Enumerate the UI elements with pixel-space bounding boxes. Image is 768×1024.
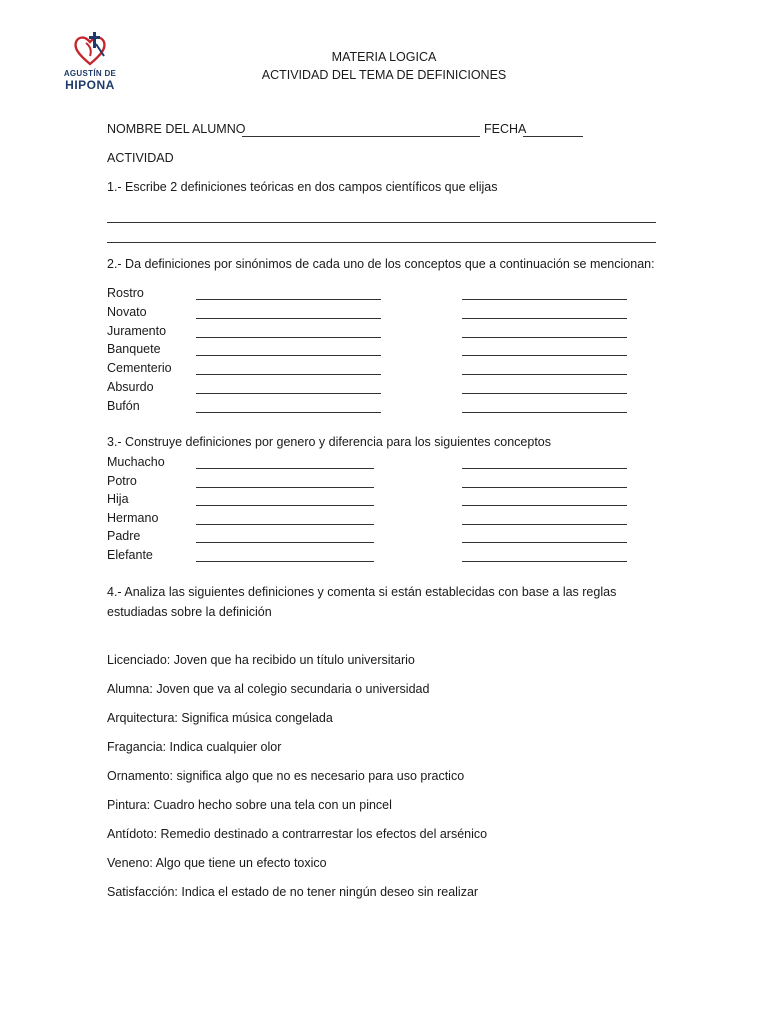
answer-line-right[interactable]: [462, 374, 627, 375]
answer-line-right[interactable]: [462, 561, 627, 562]
answer-line-left[interactable]: [196, 318, 381, 319]
date-label: FECHA: [484, 122, 527, 136]
answer-line-right[interactable]: [462, 337, 627, 338]
definition-item: Fragancia: Indica cualquier olor: [107, 740, 282, 754]
question-3-text: 3.- Construye definiciones por genero y diferencia para los siguientes conceptos: [107, 435, 552, 449]
answer-line-left[interactable]: [196, 393, 381, 394]
answer-line-right[interactable]: [462, 524, 627, 525]
answer-line-right[interactable]: [462, 355, 627, 356]
answer-line-right[interactable]: [462, 487, 627, 488]
term-label: Rostro: [107, 286, 144, 300]
document-header: [0, 48, 768, 84]
answer-line-left[interactable]: [196, 505, 374, 506]
term-label: Novato: [107, 304, 147, 319]
answer-line-left[interactable]: [196, 337, 381, 338]
answer-line-left[interactable]: [196, 487, 374, 488]
answer-line-2[interactable]: [107, 242, 656, 243]
question-4-text-line1: 4.- Analiza las siguientes definiciones y comenta si están establecidas con base a las reglas: [107, 585, 617, 599]
definition-item: Satisfacción: Indica el estado de no tener ningún deseo sin realizar: [107, 885, 479, 899]
definition-item: Pintura: Cuadro hecho sobre una tela con un pincel: [107, 798, 392, 812]
definition-item: Ornamento: significa algo que no es necesario para uso practico: [107, 769, 465, 783]
answer-line-1[interactable]: [107, 222, 656, 223]
question-2-text: 2.- Da definiciones por sinónimos de cada uno de los conceptos que a continuación se mencionan:: [107, 257, 655, 271]
answer-line-right[interactable]: [462, 412, 627, 413]
definition-item: Arquitectura: Significa música congelada: [107, 711, 333, 725]
answer-line-right[interactable]: [462, 318, 627, 319]
answer-line-left[interactable]: [196, 561, 374, 562]
logo-text-line1: AGUSTÍN DE: [63, 69, 117, 78]
date-line[interactable]: [523, 136, 583, 137]
answer-line-left[interactable]: [196, 299, 381, 300]
answer-line-left[interactable]: [196, 374, 381, 375]
definition-item: Alumna: Joven que va al colegio secundaria o universidad: [107, 682, 430, 696]
answer-line-right[interactable]: [462, 505, 627, 506]
answer-line-left[interactable]: [196, 542, 374, 543]
definition-item: Antídoto: Remedio destinado a contrarrestar los efectos del arsénico: [107, 827, 488, 841]
term-label: Muchacho: [107, 455, 165, 469]
answer-line-right[interactable]: [462, 299, 627, 300]
answer-line-left[interactable]: [196, 468, 374, 469]
answer-line-right[interactable]: [462, 468, 627, 469]
term-label: Bufón: [107, 398, 140, 413]
term-label: Hija: [107, 492, 129, 507]
term-label: Hermano: [107, 510, 159, 525]
answer-line-right[interactable]: [462, 542, 627, 543]
answer-line-left[interactable]: [196, 355, 381, 356]
definition-item: Licenciado: Joven que ha recibido un título universitario: [107, 653, 415, 667]
subject-title: MATERIA LOGICA: [331, 50, 437, 64]
student-name-label: NOMBRE DEL ALUMNO: [107, 122, 246, 136]
question-4-text-line2: estudiadas sobre la definición: [107, 605, 272, 619]
term-label: Elefante: [107, 548, 153, 562]
activity-label: ACTIVIDAD: [107, 151, 174, 165]
answer-line-left[interactable]: [196, 412, 381, 413]
answer-line-left[interactable]: [196, 524, 374, 525]
logo-text-line2: HIPONA: [65, 78, 115, 92]
definition-item: Veneno: Algo que tiene un efecto toxico: [107, 856, 327, 870]
term-label: Absurdo: [107, 380, 154, 394]
answer-line-right[interactable]: [462, 393, 627, 394]
question-1-text: 1.- Escribe 2 definiciones teóricas en dos campos científicos que elijas: [107, 180, 498, 194]
term-label: Padre: [107, 529, 141, 544]
student-name-line[interactable]: [242, 136, 480, 137]
term-label: Banquete: [107, 342, 161, 357]
activity-title: ACTIVIDAD DEL TEMA DE DEFINICIONES: [261, 68, 507, 82]
term-label: Juramento: [107, 323, 167, 338]
term-label: Potro: [107, 473, 137, 488]
term-label: Cementerio: [107, 361, 172, 376]
